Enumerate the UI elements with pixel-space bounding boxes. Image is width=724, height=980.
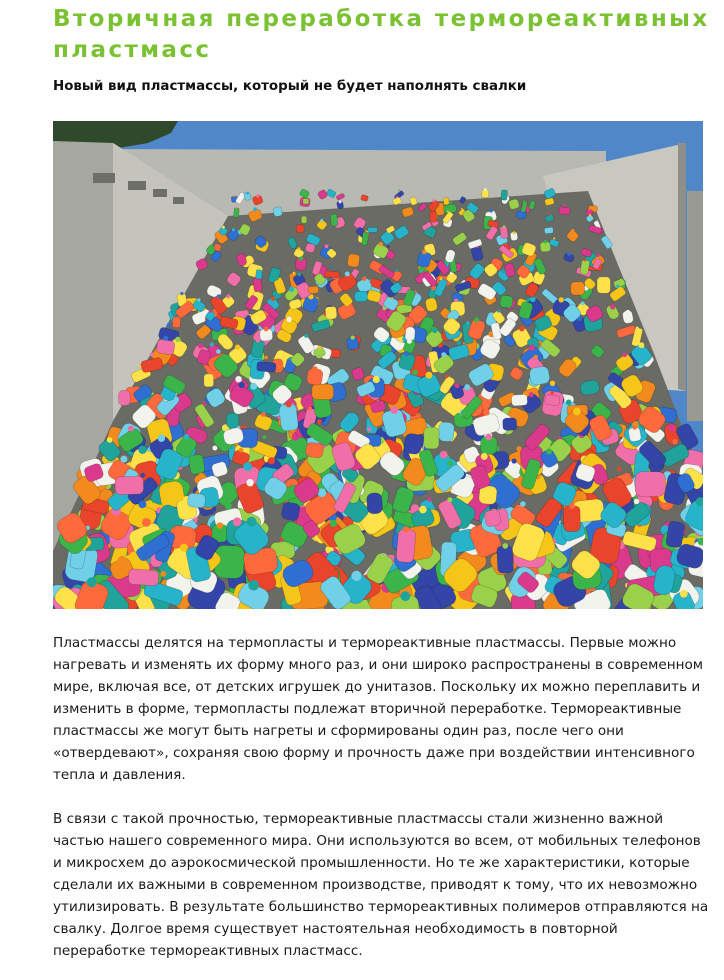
bottle-cap [672, 439, 677, 444]
bottle-cap [395, 269, 398, 272]
bottle-cap [299, 256, 303, 260]
bottle-cap [209, 310, 212, 313]
bottle-cap [142, 518, 151, 527]
bottle-cap [440, 277, 443, 280]
bottle-cap [184, 434, 190, 440]
bottle-cap [680, 590, 688, 598]
bottle-cap [163, 336, 168, 341]
bottle-cap [138, 446, 146, 454]
bottle [438, 422, 455, 442]
bottle-cap [158, 435, 165, 442]
bottle-cap [563, 204, 566, 207]
bottle-cap [128, 426, 134, 432]
bottle-cap [226, 294, 230, 298]
bottle [187, 493, 206, 508]
bottle-cap [534, 355, 538, 359]
bottle [424, 427, 440, 449]
bottle-cap [550, 381, 555, 386]
bottle-cap [379, 242, 383, 246]
bottle-cap [486, 434, 492, 440]
bottle-cap [502, 543, 508, 549]
bottle-cap [246, 479, 253, 486]
bottle-cap [233, 517, 242, 526]
bottle-cap [461, 208, 463, 210]
bottle-cap [391, 406, 399, 414]
bottle-cap [256, 338, 260, 342]
bottle-cap [546, 449, 552, 455]
paragraph-2: В связи с такой прочностью, термореактивные пластмассы стали жизненно важной частью нашего современного мира. Они используются во всем, от мобильных телефонов и микросхем до аэрокосмической промышленности. Но те же характеристики, которые сделали их важными в современном производстве, приводят к тому, что их невозможно утилизировать. В результате большинство термореактивных полимеров отправляются на свалку. Долгое время существует настоятельная необходимость в повторной переработке термореактивных пластмасс. [53, 811, 709, 959]
bottle [529, 366, 551, 386]
bottle [366, 492, 383, 514]
bottle-cap [225, 503, 232, 510]
bottle [312, 384, 334, 400]
bottle-cap [312, 366, 318, 372]
bottle-cap [440, 451, 448, 459]
bottle-cap [248, 580, 259, 591]
bottle-cap [278, 278, 281, 281]
bottle-cap [398, 189, 400, 191]
bottle-cap [617, 467, 621, 471]
bottle-cap [550, 391, 554, 395]
bottle-cap [464, 384, 470, 390]
bottle-cap [304, 334, 308, 338]
bottle-cap [484, 188, 487, 191]
bottle-cap [256, 194, 259, 197]
bottle [544, 394, 560, 406]
bottle-cap [481, 453, 488, 460]
bottle-cap [216, 349, 221, 354]
bottle-cap [246, 192, 249, 195]
bottle [188, 454, 205, 475]
bottle-cap [474, 317, 479, 322]
bottle [128, 569, 159, 586]
bottle-cap [404, 351, 409, 356]
bottle-cap [401, 591, 411, 601]
bottle [396, 529, 416, 563]
bottle-cap [445, 375, 448, 378]
bottle-cap [427, 497, 432, 502]
bottle [497, 546, 514, 574]
bottle-cap [235, 345, 240, 350]
bottle-cap [633, 426, 637, 430]
bottle-cap [87, 577, 97, 587]
bottle-cap [271, 297, 275, 301]
bottle-cap [217, 522, 223, 528]
bottle-cap [519, 326, 525, 332]
bottle-cap [286, 401, 292, 407]
bottle-cap [203, 402, 207, 406]
bottle-cap [466, 321, 469, 324]
bottle-cap [447, 211, 449, 213]
bottle-cap [339, 201, 342, 204]
bottle [354, 291, 368, 302]
bottle-cap [198, 343, 203, 348]
bottle-cap [596, 220, 598, 222]
bottle-cap [197, 298, 200, 301]
bottle-cap [503, 225, 506, 228]
bottle-cap [610, 304, 615, 309]
bottle-cap [286, 317, 291, 322]
wall-slot [128, 181, 146, 190]
bottle-cap [239, 448, 244, 453]
bottle-cap [668, 424, 675, 431]
bottle [156, 339, 176, 356]
bottle-cap [596, 257, 598, 259]
bottle-cap [523, 200, 525, 202]
bottle-cap [588, 208, 590, 210]
bottle-cap [616, 285, 619, 288]
bottle-cap [622, 353, 627, 358]
bottle [362, 232, 369, 246]
bottle-cap [320, 219, 323, 222]
bottle-cap [425, 372, 432, 379]
bottle-cap [569, 503, 575, 509]
bottle-cap [232, 228, 235, 231]
article-subtitle: Новый вид пластмассы, который не будет наполнять свалки [53, 79, 527, 94]
bottle-cap [243, 462, 252, 471]
bottle-cap [120, 456, 127, 463]
bottle-cap [236, 207, 238, 209]
bottle [253, 277, 263, 291]
bottle [255, 270, 262, 280]
bottle-cap [367, 427, 371, 431]
wall-slot [173, 197, 184, 204]
bottle-cap [239, 382, 245, 388]
bottle-cap [497, 309, 500, 312]
bottle-cap [233, 195, 235, 197]
bottle [296, 224, 304, 233]
bottle [597, 277, 610, 293]
bottle-cap [118, 556, 126, 564]
bottle [308, 286, 319, 294]
bottle [172, 316, 181, 328]
bottle-cap [317, 419, 322, 424]
bottle-cap [265, 356, 268, 359]
bottle-cap [250, 383, 257, 390]
bottle [430, 211, 438, 222]
bottle [511, 394, 527, 406]
bottle-cap [419, 506, 427, 514]
bottle-cap [489, 209, 493, 213]
right-wall-edge [678, 143, 686, 391]
bottle [301, 216, 307, 223]
bottle-cap [483, 409, 490, 416]
bottle-cap [180, 292, 183, 295]
bottle-cap [396, 196, 398, 198]
bottle-cap [639, 342, 645, 348]
building-right [687, 191, 703, 421]
bottle-cap [161, 571, 167, 577]
bottle-cap [407, 339, 412, 344]
bottle-cap [364, 231, 366, 233]
bottle-cap [455, 383, 460, 388]
bottle-cap [308, 407, 312, 411]
bottle [544, 227, 553, 234]
bottle [635, 472, 665, 497]
bottle-cap [636, 327, 639, 330]
bottle-cap [583, 259, 586, 262]
bottle-cap [596, 254, 599, 257]
bottle-cap [331, 266, 333, 268]
bottle-cap [318, 346, 321, 349]
bottle-cap [433, 199, 436, 202]
bottle [443, 197, 449, 205]
bottle-cap [325, 244, 329, 248]
bottle [347, 253, 360, 267]
bottle-cap [447, 461, 452, 466]
bottle-cap [441, 352, 446, 357]
bottle-cap [264, 327, 269, 332]
bottle-cap [351, 571, 361, 581]
bottle-cap [297, 273, 301, 277]
bottle [501, 190, 508, 201]
bottle [325, 271, 340, 279]
bottle [559, 207, 571, 215]
bottle-cap [544, 240, 548, 244]
bottle-cap [559, 297, 564, 302]
bottle [281, 501, 301, 521]
bottle-cap [261, 412, 266, 417]
bottle-cap [210, 343, 214, 347]
bottle-cap [345, 272, 350, 277]
bottle-cap [217, 294, 221, 298]
wall-slot [93, 173, 115, 183]
bottle [303, 198, 309, 204]
bottle [500, 226, 509, 239]
bottle [279, 403, 299, 431]
bottle-cap [351, 336, 355, 340]
bottle [499, 295, 513, 309]
bottle [330, 214, 338, 227]
article-title: Вторичная переработка термореактивных пластмасс [53, 6, 710, 63]
bottle [368, 227, 378, 232]
bottle-cap [298, 247, 301, 250]
bottle-cap [293, 272, 296, 275]
bottle [273, 206, 283, 217]
bottle [204, 374, 214, 387]
bottle [503, 418, 517, 431]
bottle-cap [420, 270, 423, 273]
bottle-cap [581, 302, 585, 306]
bottle-cap [403, 526, 409, 532]
bottle-cap [167, 323, 171, 327]
bottle-cap [289, 287, 294, 292]
bottle [403, 433, 423, 455]
bottle-cap [107, 437, 113, 443]
bottle-cap [235, 376, 241, 382]
bottle [257, 361, 277, 372]
bottle-cap [505, 242, 507, 244]
bottle-cap [553, 237, 555, 239]
bottle-cap [513, 231, 516, 234]
bottle-cap [263, 435, 267, 439]
bottle-cap [180, 544, 188, 552]
bottle-cap [175, 337, 180, 342]
bottle-cap [548, 213, 550, 215]
bottle-cap [573, 408, 581, 416]
bottle-cap [571, 229, 574, 232]
bottle-cap [268, 457, 275, 464]
bottle [325, 306, 337, 319]
bottle-cap [422, 250, 426, 254]
bottle-cap [589, 214, 591, 216]
bottle-cap [567, 252, 571, 256]
bottle-cap [362, 277, 366, 281]
bottle [115, 476, 144, 495]
bottle-cap [222, 226, 225, 229]
bottle-cap [150, 352, 154, 356]
bottle-cap [520, 501, 526, 507]
paragraph-1: Пластмассы делятся на термопласты и термореактивные пластмассы. Первые можно нагревать и изменять их форму много раз, и они широко распространены в современном мире, включая все, от детских игрушек до унитазов. Поскольку их можно переплавить и изменить в форме, термопласты подлежат вторичной переработке. Термореактивные пластмассы же могут быть нагреты и сформированы один раз, после чего они «отвердевают», сохраняя свою форму и прочность даже при воздействии интенсивного тепла и давления. [53, 635, 704, 783]
bottle [305, 442, 324, 459]
bottle-cap [247, 517, 257, 527]
bottle-cap [432, 328, 437, 333]
bottle [234, 208, 240, 218]
bottle-cap [412, 370, 418, 376]
bottle-cap [634, 499, 639, 504]
bottle-cap [529, 392, 534, 397]
plastic-bottles-photo [53, 121, 703, 609]
bottle-cap [330, 520, 337, 527]
bottle-cap [447, 497, 452, 502]
wall-slot [153, 189, 167, 197]
bottle-cap [626, 310, 630, 314]
bottle [571, 282, 585, 296]
bottle-cap [253, 207, 257, 211]
bottle-cap [512, 458, 517, 463]
bottle [563, 506, 580, 532]
bottle [118, 390, 130, 406]
bottle-cap [373, 376, 380, 383]
bottle-cap [529, 345, 535, 351]
bottle [226, 413, 239, 428]
bottle-cap [566, 400, 572, 406]
